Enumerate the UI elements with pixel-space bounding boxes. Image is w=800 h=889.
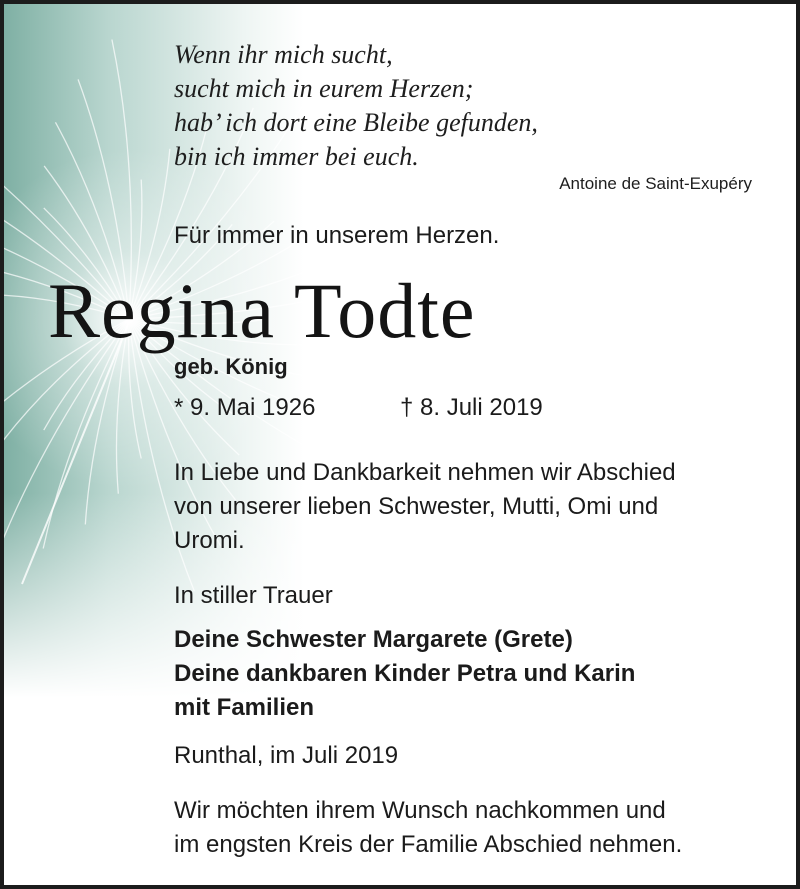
signatory: mit Familien xyxy=(174,694,315,721)
birth-name: geb. König xyxy=(174,354,288,379)
place-date: Runthal, im Juli 2019 xyxy=(174,742,399,769)
poem-author: Antoine de Saint-Exupéry xyxy=(559,174,752,193)
closing-note xyxy=(174,794,682,862)
poem-line: Wenn ihr mich sucht, xyxy=(174,40,393,69)
mourning-line: In stiller Trauer xyxy=(174,582,333,609)
note-line: im engsten Kreis der Familie Abschied nehmen. xyxy=(174,831,683,858)
birth-date: * 9. Mai 1926 xyxy=(174,394,316,421)
tagline: Für immer in unserem Herzen. xyxy=(174,222,500,249)
poem-line: sucht mich in eurem Herzen; xyxy=(174,74,474,103)
poem xyxy=(174,38,538,174)
deceased-name: Regina Todte xyxy=(48,267,476,354)
note-line: Wir möchten ihrem Wunsch nachkommen und xyxy=(174,797,666,824)
death-date: † 8. Juli 2019 xyxy=(400,394,543,421)
message-line: Uromi. xyxy=(174,527,245,554)
signatories xyxy=(174,623,635,725)
message-line: von unserer lieben Schwester, Mutti, Omi und xyxy=(174,493,659,520)
message-line: In Liebe und Dankbarkeit nehmen wir Abschied xyxy=(174,459,676,486)
signatory: Deine dankbaren Kinder Petra und Karin xyxy=(174,660,636,687)
poem-line: hab’ ich dort eine Bleibe gefunden, xyxy=(174,108,538,137)
poem-line: bin ich immer bei euch. xyxy=(174,142,419,171)
farewell-message xyxy=(174,456,774,558)
signatory: Deine Schwester Margarete (Grete) xyxy=(174,626,573,653)
